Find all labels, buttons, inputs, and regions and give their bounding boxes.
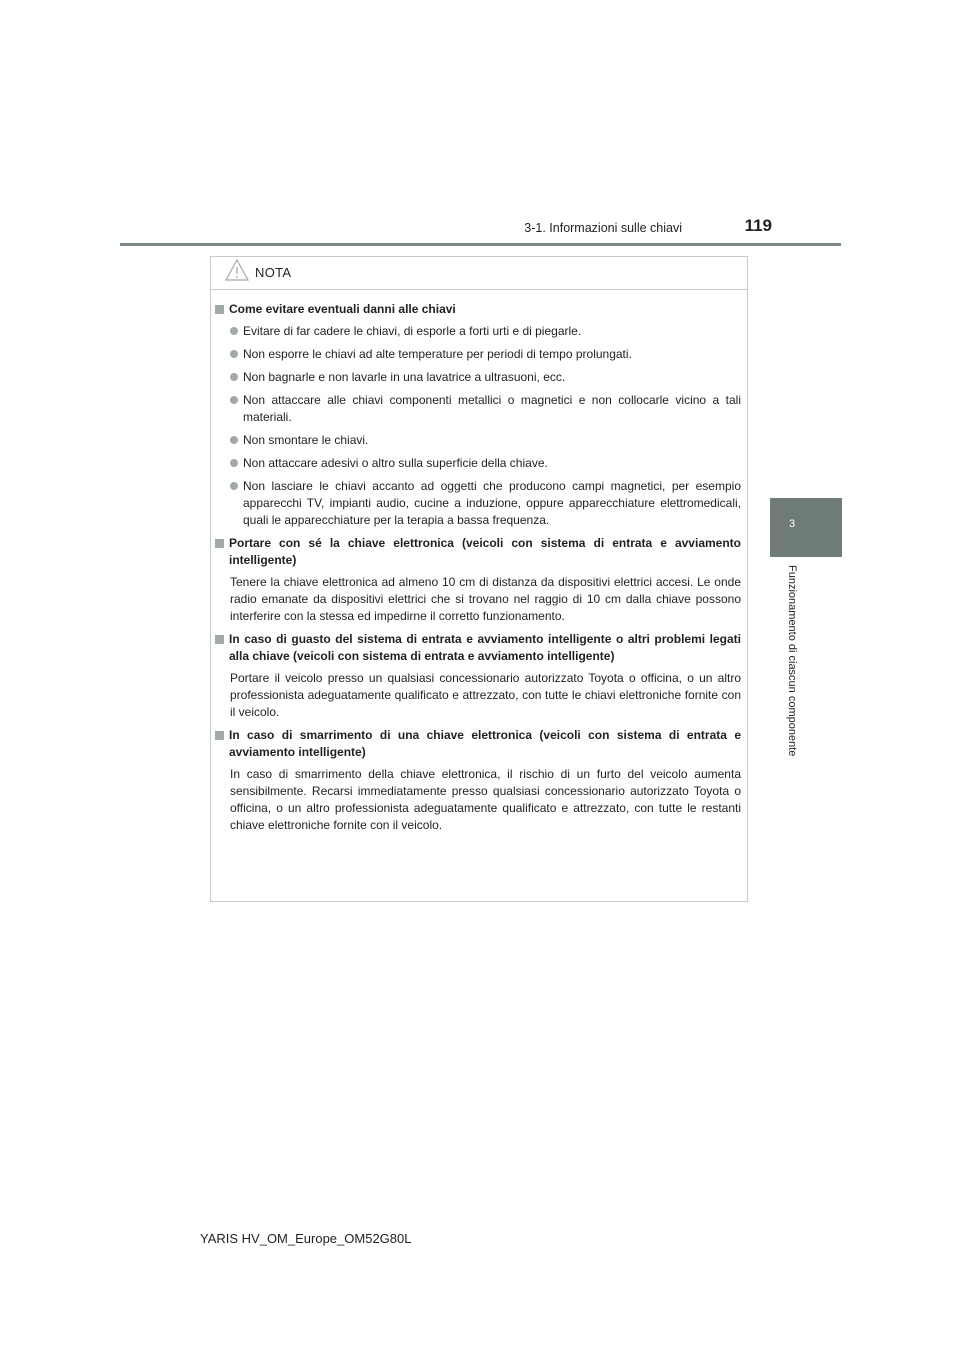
section-heading xyxy=(215,301,741,318)
circle-bullet-icon xyxy=(230,436,238,444)
note-title: NOTA xyxy=(255,265,292,280)
footer-model: YARIS HV_OM_Europe_OM52G80L xyxy=(200,1231,412,1246)
list-item-text: Non attaccare adesivi o altro sulla superficie della chiave. xyxy=(243,456,548,470)
circle-bullet-icon xyxy=(230,459,238,467)
list-item-text: Non lasciare le chiavi accanto ad oggetti che producono campi magnetici, per esempio apparecchi TV, impianti audio, cucine a induzione, oppure apparecchiature elettromedicali, quali le apparecchiature per la terapia a bassa frequenza. xyxy=(243,479,741,527)
list-item xyxy=(215,478,741,529)
list-item xyxy=(215,346,741,363)
header-divider xyxy=(120,243,841,246)
section-heading-text: In caso di guasto del sistema di entrata e avviamento intelligente o altri problemi legati alla chiave (veicoli con sistema di entrata e avviamento intelligente) xyxy=(229,632,741,663)
list-item xyxy=(215,432,741,449)
section-paragraph: Portare il veicolo presso un qualsiasi concessionario autorizzato Toyota o officina, o un altro professionista adeguatamente qualificato e attrezzato, con tutte le chiavi elettroniche fornite con il veicolo. xyxy=(230,671,741,719)
list-item xyxy=(215,392,741,426)
list-item xyxy=(215,455,741,472)
note-box xyxy=(210,256,748,902)
circle-bullet-icon xyxy=(230,396,238,404)
note-section-key-damage xyxy=(215,301,741,529)
list-item-text: Non smontare le chiavi. xyxy=(243,433,369,447)
note-section-lost-key xyxy=(215,727,741,834)
chapter-number: 3 xyxy=(789,518,796,530)
note-section-system-failure xyxy=(215,631,741,721)
circle-bullet-icon xyxy=(230,327,238,335)
list-item-text: Non esporre le chiavi ad alte temperature per periodi di tempo prolungati. xyxy=(243,347,632,361)
section-heading-text: Portare con sé la chiave elettronica (veicoli con sistema di entrata e avviamento intelligente) xyxy=(229,536,741,567)
chapter-title-container xyxy=(786,565,800,805)
section-heading xyxy=(215,535,741,569)
page-number: 119 xyxy=(744,216,772,235)
square-bullet-icon xyxy=(215,731,224,740)
list-item xyxy=(215,369,741,386)
section-heading xyxy=(215,727,741,761)
section-paragraph: In caso di smarrimento della chiave elettronica, il rischio di un furto del veicolo aumenta sensibilmente. Recarsi immediatamente presso qualsiasi concessionario autorizzato Toyota o officina, o un altro professionista adeguatamente qualificato e attrezzato, con tutte le restanti chiave elettroniche fornite con il veicolo. xyxy=(230,767,741,832)
section-heading xyxy=(215,631,741,665)
list-item-text: Non attaccare alle chiavi componenti metallici o magnetici e non collocarle vicino a tali materiali. xyxy=(243,393,741,424)
note-header xyxy=(211,257,747,290)
section-heading-text: Come evitare eventuali danni alle chiavi xyxy=(229,302,456,316)
circle-bullet-icon xyxy=(230,373,238,381)
list-item-text: Evitare di far cadere le chiavi, di esporle a forti urti e di piegarle. xyxy=(243,324,582,338)
square-bullet-icon xyxy=(215,539,224,548)
section-paragraph: Tenere la chiave elettronica ad almeno 10 cm di distanza da dispositivi elettrici accesi. Le onde radio emanate da dispositivi elettrici che si trovano nel raggio di 10 cm dalla chiave possono interferire con la stessa ed impedirne il corretto funzionamento. xyxy=(230,575,741,623)
chapter-title: Funzionamento di ciascun componente xyxy=(786,565,798,757)
note-content xyxy=(215,301,741,840)
square-bullet-icon xyxy=(215,635,224,644)
section-heading-text: In caso di smarrimento di una chiave elettronica (veicoli con sistema di entrata e avviamento intelligente) xyxy=(229,728,741,759)
chapter-tab xyxy=(770,498,842,557)
section-title: 3-1. Informazioni sulle chiavi xyxy=(524,221,682,235)
warning-triangle-icon xyxy=(225,259,249,281)
list-item xyxy=(215,323,741,340)
circle-bullet-icon xyxy=(230,350,238,358)
list-item-text: Non bagnarle e non lavarle in una lavatrice a ultrasuoni, ecc. xyxy=(243,370,566,384)
note-section-carry-key xyxy=(215,535,741,625)
square-bullet-icon xyxy=(215,305,224,314)
circle-bullet-icon xyxy=(230,482,238,490)
